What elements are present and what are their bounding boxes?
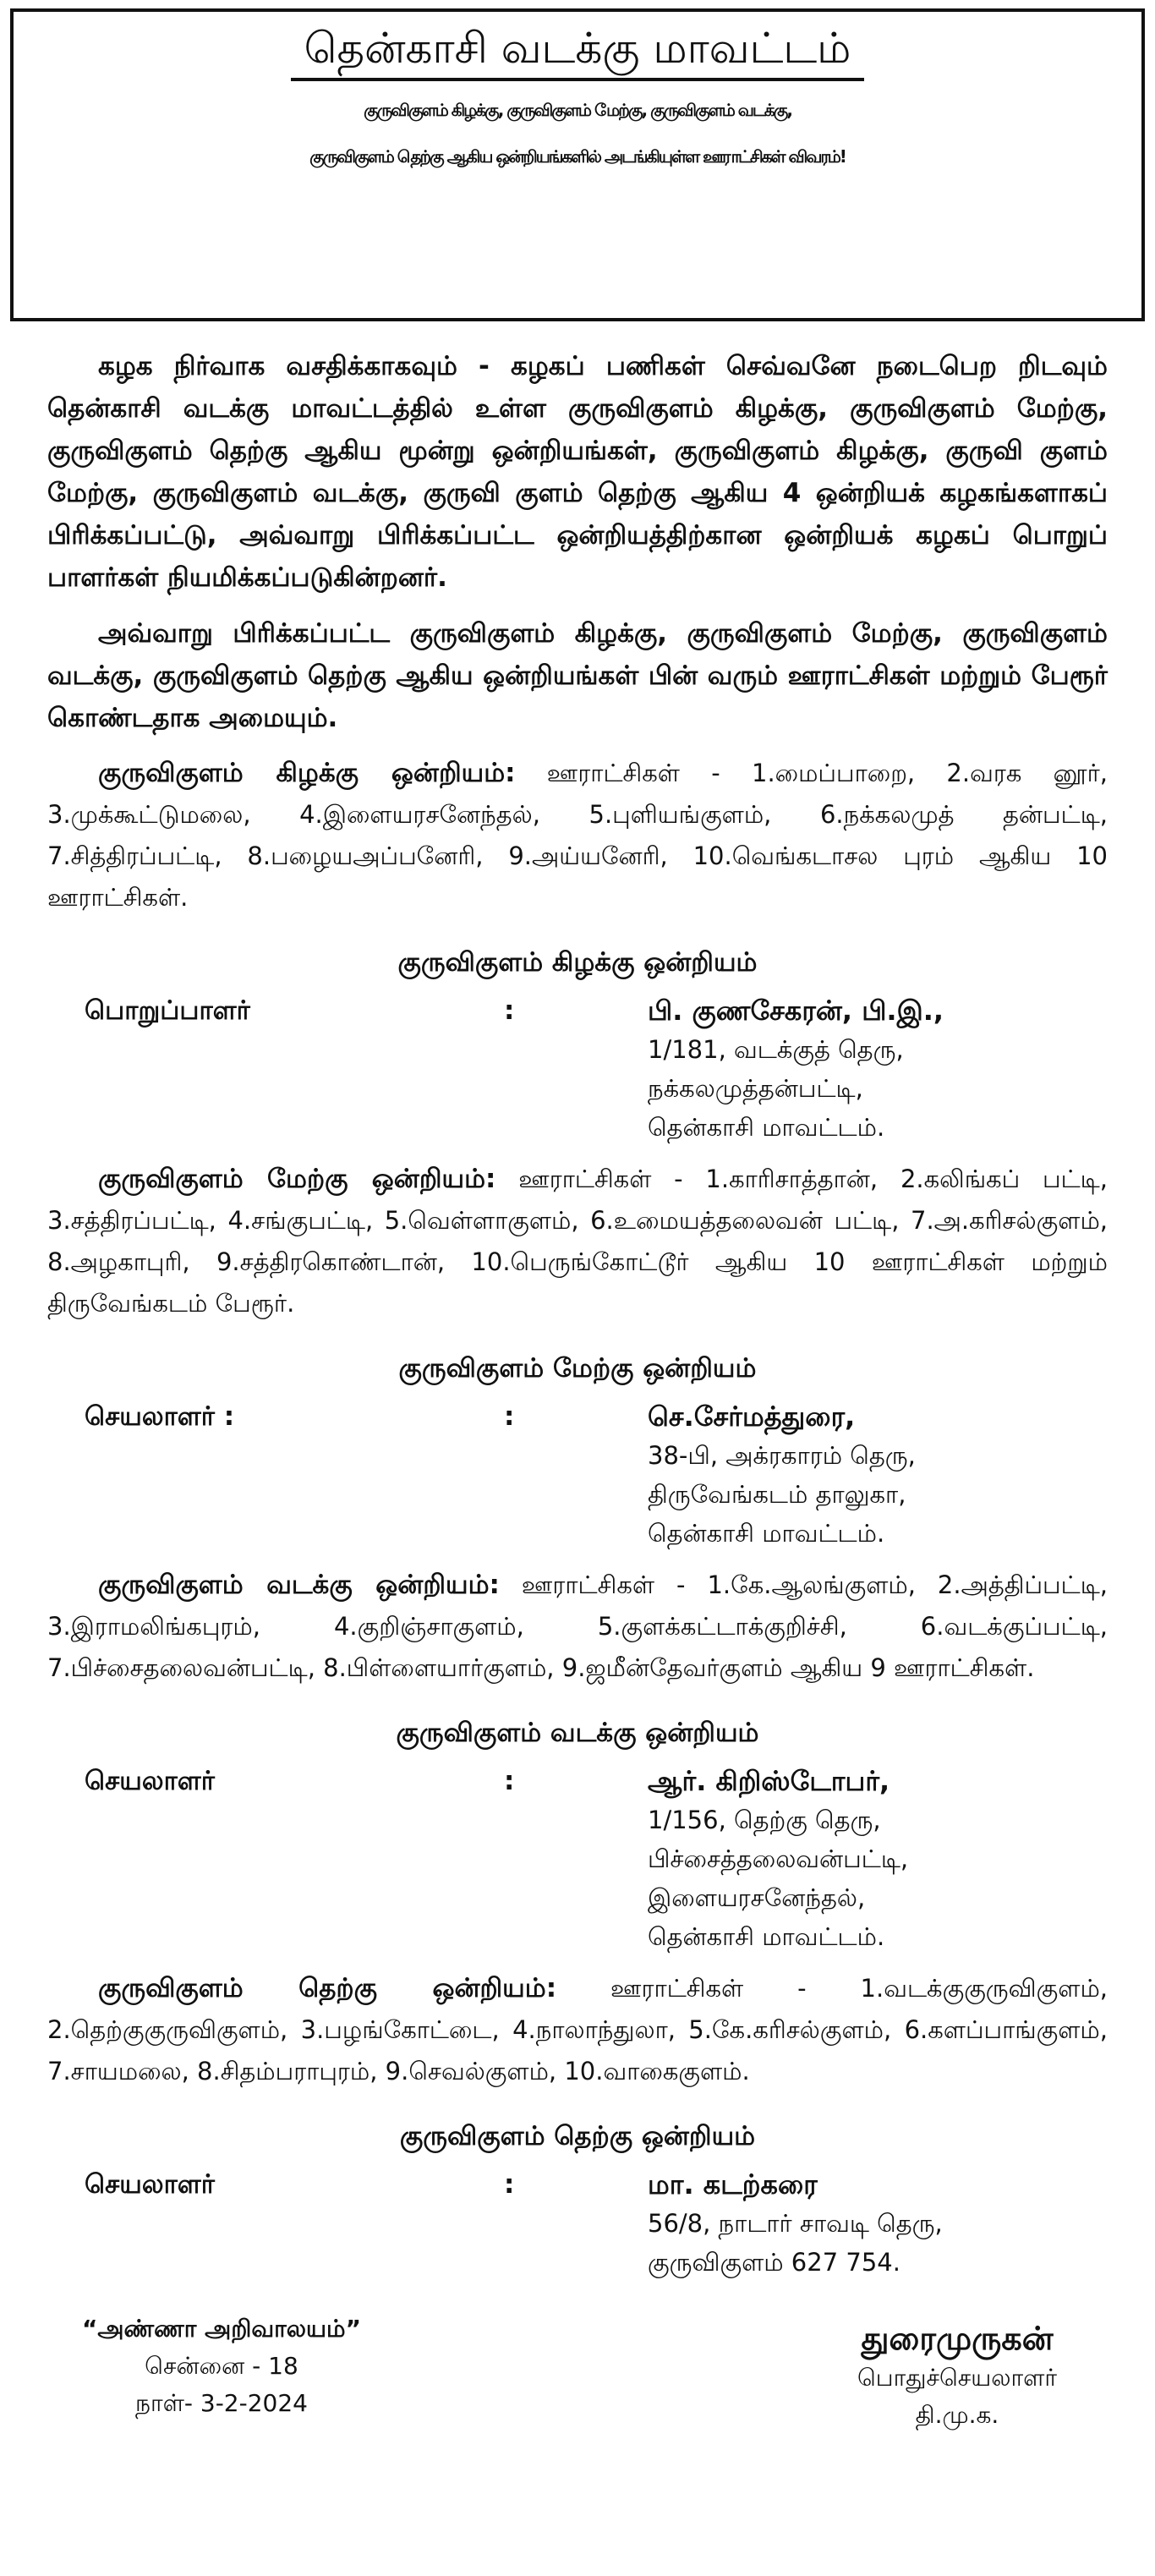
union-section-title: குருவிகுளம் கிழக்கு ஒன்றியம்	[397, 947, 758, 978]
footer	[10, 2310, 1145, 2463]
officer-address-line: 1/156, தெற்கு தெரு,	[648, 1806, 881, 1834]
officer-colon: :	[504, 2169, 515, 2200]
union-villages	[47, 1968, 1108, 2092]
officer-address-line: தென்காசி மாவட்டம்.	[648, 1519, 885, 1548]
footer-place: “அண்ணா அறிவாலயம்”	[82, 2315, 361, 2343]
district-title: தென்காசி வடக்கு மாவட்டம்	[291, 27, 865, 81]
officer-colon: :	[504, 1766, 515, 1796]
union-heading: குருவிகுளம் மேற்கு ஒன்றியம்:	[98, 1164, 496, 1194]
signatory-title: பொதுச்செயலாளர்	[857, 2364, 1058, 2392]
intro-paragraph-1: கழக நிர்வாக வசதிக்காகவும் - கழகப் பணிகள் செவ்வனே நடைபெற றிடவும் தென்காசி வடக்கு மாவட்டத்தில் உள்ள குருவிகுளம் கிழக்கு, குருவிகுளம் மேற்கு, குருவிகுளம் தெற்கு ஆகிய மூன்று ஒன்றியங்கள், குருவிகுளம் கிழக்கு, குருவி குளம் மேற்கு, குருவிகுளம் வடக்கு, குருவி குளம் தெற்கு ஆகிய 4 ஒன்றியக் கழகங்களாகப் பிரிக்கப்பட்டு, அவ்வாறு பிரிக்கப்பட்ட ஒன்றியத்திற்கான ஒன்றியக் கழகப் பொறுப் பாளர்கள் நியமிக்கப்படுகின்றனர்.	[47, 351, 1108, 593]
officer-address-line: பிச்சைத்தலைவன்பட்டி,	[648, 1844, 909, 1873]
officer-address-line: நக்கலமுத்தன்பட்டி,	[648, 1074, 863, 1103]
officer-colon: :	[504, 995, 515, 1026]
officer-info	[648, 1397, 1108, 1553]
union-east	[47, 753, 1108, 1147]
headline-line-1: குருவிகுளம் கிழக்கு, குருவிகுளம் மேற்கு, குருவிகுளம் வடக்கு,	[364, 100, 791, 120]
union-north	[47, 1565, 1108, 1956]
officer-info	[648, 991, 1108, 1147]
union-section-title: குருவிகுளம் தெற்கு ஒன்றியம்	[399, 2121, 756, 2151]
officer-role: செயலாளர்	[85, 2169, 215, 2200]
party-name: தி.மு.க.	[915, 2401, 999, 2429]
union-villages	[47, 1565, 1108, 1689]
officer-info	[648, 2165, 1108, 2282]
officer-block	[47, 991, 1108, 1147]
union-heading: குருவிகுளம் வடக்கு ஒன்றியம்:	[98, 1570, 500, 1600]
officer-address-line: 38-பி, அக்ரகாரம் தெரு,	[648, 1441, 916, 1470]
union-west	[47, 1159, 1108, 1553]
signatory-name: துரைமுருகன்	[861, 2320, 1054, 2357]
union-village-list: ஊராட்சிகள் - 1.கே.ஆலங்குளம், 2.அத்திப்பட்டி, 3.இராமலிங்கபுரம், 4.குறிஞ்சாகுளம், 5.குளக்கட்டாக்குறிச்சி, 6.வடக்குப்பட்டி, 7.பிச்சைதலைவன்பட்டி, 8.பிள்ளையார்குளம், 9.ஜமீன்தேவர்குளம் ஆகிய 9 ஊராட்சிகள்.	[47, 1570, 1108, 1682]
officer-block	[47, 1397, 1108, 1553]
union-village-list: ஊராட்சிகள் - 1.மைப்பாறை, 2.வரக னூர், 3.முக்கூட்டுமலை, 4.இளையரசனேந்தல், 5.புளியங்குளம், 6.நக்கலமுத் தன்பட்டி, 7.சித்திரப்பட்டி, 8.பழையஅப்பனேரி, 9.அய்யனேரி, 10.வெங்கடாசல புரம் ஆகிய 10 ஊராட்சிகள்.	[47, 759, 1108, 912]
union-villages	[47, 1159, 1108, 1324]
officer-address-line: திருவேங்கடம் தாலுகா,	[648, 1480, 906, 1509]
officer-address-line: 56/8, நாடார் சாவடி தெரு,	[648, 2209, 943, 2238]
officer-address-line: தென்காசி மாவட்டம்.	[648, 1113, 885, 1142]
officer-name: செ.சேர்மத்துரை,	[648, 1400, 856, 1433]
officer-role: செயலாளர் :	[85, 1401, 235, 1432]
officer-name: பி. குணசேகரன், பி.இ.,	[648, 995, 944, 1027]
union-village-list: ஊராட்சிகள் - 1.காரிசாத்தான், 2.கலிங்கப் பட்டி, 3.சத்திரப்பட்டி, 4.சங்குபட்டி, 5.வெள்ளாகுளம், 6.உமையத்தலைவன் பட்டி, 7.அ.கரிசல்குளம், 8.அழகாபுரி, 9.சத்திரகொண்டான், 10.பெருங்கோட்டூர் ஆகிய 10 ஊராட்சிகள் மற்றும் திருவேங்கடம் பேரூர்.	[47, 1165, 1108, 1318]
headline-line-2: குருவிகுளம் தெற்கு ஆகிய ஒன்றியங்களில் அடங்கியுள்ள ஊராட்சிகள் விவரம்!	[309, 146, 846, 167]
union-south	[47, 1968, 1108, 2282]
officer-address-line: குருவிகுளம் 627 754.	[648, 2248, 900, 2277]
announcement-body	[10, 321, 1145, 2282]
officer-block	[47, 2165, 1108, 2282]
officer-colon: :	[504, 1401, 515, 1432]
officer-block	[47, 1762, 1108, 1956]
union-section-title: குருவிகுளம் வடக்கு ஒன்றியம்	[396, 1718, 759, 1748]
header-box	[10, 8, 1145, 321]
officer-name: ஆர். கிறிஸ்டோபர்,	[648, 1765, 890, 1797]
officer-name: மா. கடற்கரை	[648, 2168, 818, 2201]
officer-address-line: இளையரசனேந்தல்,	[648, 1883, 866, 1912]
footer-city: சென்னை - 18	[145, 2352, 298, 2380]
union-heading: குருவிகுளம் கிழக்கு ஒன்றியம்:	[98, 758, 516, 788]
union-villages	[47, 753, 1108, 918]
footer-signature	[830, 2317, 1084, 2434]
footer-place-date	[61, 2310, 382, 2422]
officer-address-line: தென்காசி மாவட்டம்.	[648, 1922, 885, 1951]
officer-role: பொறுப்பாளர்	[85, 995, 250, 1026]
intro-paragraph-2: அவ்வாறு பிரிக்கப்பட்ட குருவிகுளம் கிழக்கு, குருவிகுளம் மேற்கு, குருவிகுளம் வடக்கு, குருவிகுளம் தெற்கு ஆகிய ஒன்றியங்கள் பின் வரும் ஊராட்சிகள் மற்றும் பேரூர் கொண்டதாக அமையும்.	[47, 618, 1108, 733]
union-heading: குருவிகுளம் தெற்கு ஒன்றியம்:	[98, 1973, 557, 2003]
officer-address-line: 1/181, வடக்குத் தெரு,	[648, 1035, 904, 1064]
union-section-title: குருவிகுளம் மேற்கு ஒன்றியம்	[398, 1353, 757, 1384]
officer-info	[648, 1762, 1108, 1956]
officer-role: செயலாளர்	[85, 1766, 215, 1796]
union-village-list: ஊராட்சிகள் - 1.வடக்குகுருவிகுளம், 2.தெற்குகுருவிகுளம், 3.பழங்கோட்டை, 4.நாலாந்துலா, 5.கே.கரிசல்குளம், 6.களப்பாங்குளம், 7.சாயமலை, 8.சிதம்பராபுரம், 9.செவல்குளம், 10.வாகைகுளம்.	[47, 1974, 1108, 2085]
footer-date: நாள்- 3-2-2024	[135, 2389, 308, 2417]
